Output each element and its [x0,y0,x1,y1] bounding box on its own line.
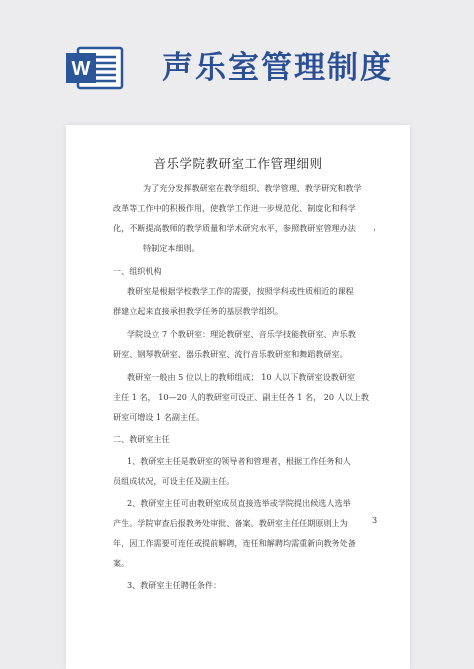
banner-title: 声乐室管理制度 [162,50,393,86]
paragraph-line: 化，不断提高教师的教学质量和学术研究水平，参照教研室管理办法 [113,223,356,233]
paragraph-line: 教研室是根据学校教学工作的需要，按照学科或性质相近的课程 [127,286,354,296]
document-title: 音乐学院教研室工作管理细则 [153,156,323,171]
paragraph-line: 研室可增设 1 名副主任。 [113,412,205,422]
paragraph-line: 2、教研室主任可由教研室成员直接选举或学院提出候选人选举 [127,498,351,508]
paragraph-line: 改革等工作中的积极作用，使教学工作进一步规范化、制度化和科学 [113,203,356,213]
paragraph-line: 年，因工作需要可连任或提前解聘，连任和解聘均需重新向教务处备 [113,538,356,548]
word-logo-letter: W [71,58,91,80]
section-heading: 二、教研室主任 [113,434,170,444]
paragraph-line: 研室、钢琴教研室、器乐教研室、流行音乐教研室和舞蹈教研室。 [113,349,348,359]
paragraph-line: 学院设立 7 个教研室：理论教研室、音乐学技能教研室、声乐教 [127,329,356,339]
paragraph-line: 产生。学院审查后报教务处审批、备案。教研室主任任期原则上为 [113,518,348,528]
margin-number: 3 [372,515,378,525]
paragraph-line: 特制定本细则。 [143,243,200,253]
header-banner [0,0,474,118]
stray-comma: ， [373,223,383,233]
section-heading: 一、组织机构 [113,266,162,276]
document-page [66,125,410,669]
paragraph-line: 员组成状况，可设主任及副主任。 [113,476,235,486]
paragraph-line: 案。 [113,558,130,568]
paragraph-line: 群建立起来直接承担教学任务的基层教学组织。 [113,306,283,316]
microsoft-word-icon [66,44,124,92]
paragraph-line: 教研室一般由 5 位以上的教师组成； 10 人以下教研室设教研室 [127,372,356,382]
paragraph-line: 1、教研室主任是教研室的领导者和管理者，根据工作任务和人 [127,456,351,466]
paragraph-line: 3、教研室主任聘任条件： [127,580,222,590]
paragraph-line: 为了充分发挥教研室在教学组织、教学管理、教学研究和教学 [143,183,362,193]
paragraph-line: 主任 1 名， 10—20 人的教研室可设正、副主任各 1 名， 20 人以上教 [113,392,370,402]
